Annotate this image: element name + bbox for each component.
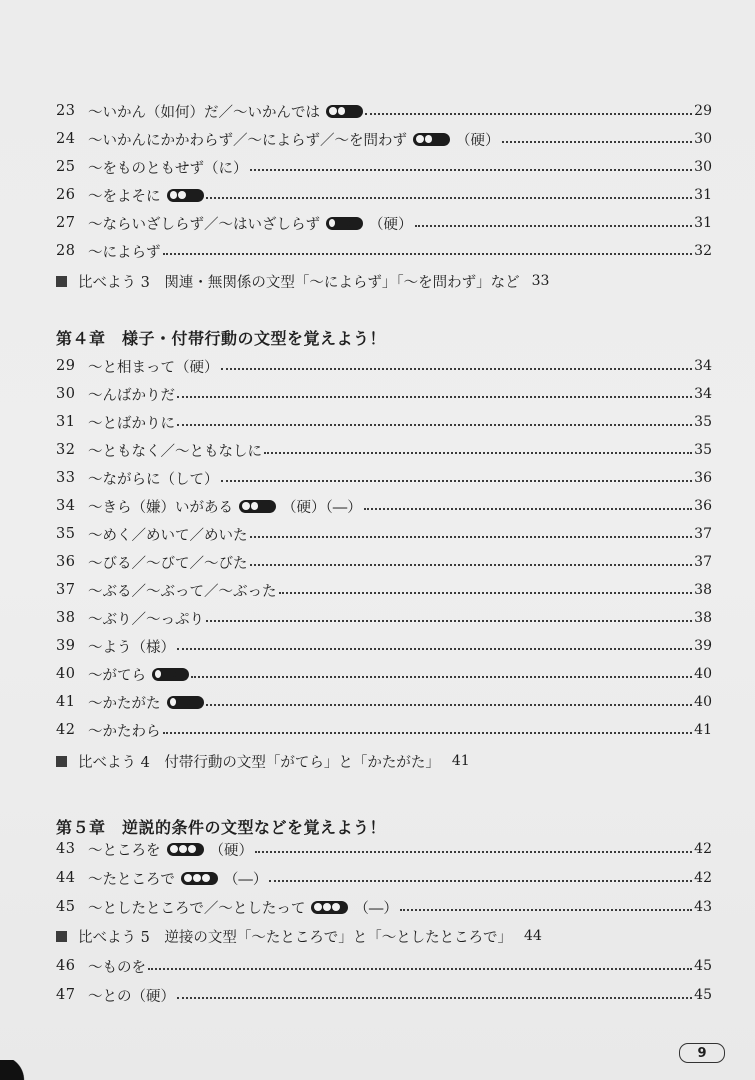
toc-entry-41 xyxy=(56,690,712,714)
entry-note: （硬）（―） xyxy=(282,499,362,516)
entry-title: ～をものともせず（に） xyxy=(88,160,248,177)
entry-page: 30 xyxy=(694,131,712,147)
entry-page: 31 xyxy=(694,187,712,203)
page-number: 9 xyxy=(679,1043,725,1063)
square-bullet-icon xyxy=(56,931,67,942)
leader-dots xyxy=(148,954,692,970)
entry-title: ～ながらに（して） xyxy=(88,471,219,488)
leader-dots xyxy=(163,239,693,255)
entry-number: 30 xyxy=(56,386,76,402)
entry-number: 46 xyxy=(56,958,76,974)
toc-entry-38 xyxy=(56,606,712,630)
entry-title: ～んばかりだ xyxy=(88,387,175,404)
entry-title: ～いかんにかかわらず／～によらず／～を問わず xyxy=(88,132,407,149)
leader-dots xyxy=(206,690,693,706)
level-badge-icon xyxy=(167,189,204,202)
entry-page: 38 xyxy=(694,582,712,598)
entry-number: 31 xyxy=(56,414,76,430)
entry-number: 40 xyxy=(56,666,76,682)
toc-entry-29 xyxy=(56,354,712,378)
leader-dots xyxy=(177,983,692,999)
toc-entry-34 xyxy=(56,494,712,518)
entry-number: 36 xyxy=(56,554,76,570)
entry-title: ～としたところで／～としたって xyxy=(88,900,306,917)
entry-number: 35 xyxy=(56,526,76,542)
entry-number: 28 xyxy=(56,243,76,259)
entry-page: 42 xyxy=(694,841,712,857)
entry-title: ～との（硬） xyxy=(88,988,175,1005)
entry-page: 41 xyxy=(694,722,712,738)
toc-entry-33 xyxy=(56,466,712,490)
toc-entry-28 xyxy=(56,239,712,263)
toc-entry-47 xyxy=(56,983,712,1007)
toc-entry-23 xyxy=(56,99,712,123)
entry-page: 45 xyxy=(694,987,712,1003)
leader-dots xyxy=(255,837,692,853)
entry-number: 32 xyxy=(56,442,76,458)
entry-number: 33 xyxy=(56,470,76,486)
entry-title: ～ぶる／～ぶって／～ぶった xyxy=(88,583,277,600)
level-badge-icon xyxy=(326,105,363,118)
entry-title: ～ぶり／～っぷり xyxy=(88,611,204,628)
compare-section-3 xyxy=(56,269,712,293)
entry-number: 47 xyxy=(56,987,76,1003)
entry-page: 34 xyxy=(694,358,712,374)
square-bullet-icon xyxy=(56,756,67,767)
compare-title: 比べよう 4 付帯行動の文型「がてら」と「かたがた」 xyxy=(78,754,440,771)
leader-dots xyxy=(279,578,693,594)
leader-dots xyxy=(221,354,693,370)
entry-number: 37 xyxy=(56,582,76,598)
entry-title: ～たところで xyxy=(88,871,175,888)
entry-title: ～かたがた xyxy=(88,695,161,712)
entry-title: ～によらず xyxy=(88,244,161,261)
toc-entry-46 xyxy=(56,954,712,978)
entry-number: 39 xyxy=(56,638,76,654)
entry-page: 30 xyxy=(694,159,712,175)
entry-page: 39 xyxy=(694,638,712,654)
leader-dots xyxy=(206,183,693,199)
chapter-4-heading: 第４章 様子・付帯行動の文型を覚えよう！ xyxy=(56,329,387,348)
toc-entry-27 xyxy=(56,211,712,235)
leader-dots xyxy=(364,494,692,510)
entry-page: 29 xyxy=(694,103,712,119)
entry-number: 45 xyxy=(56,899,76,915)
leader-dots xyxy=(177,382,692,398)
entry-page: 38 xyxy=(694,610,712,626)
entry-title: ～と相まって（硬） xyxy=(88,359,219,376)
toc-entry-43 xyxy=(56,837,712,861)
toc-entry-25 xyxy=(56,155,712,179)
entry-page: 45 xyxy=(694,958,712,974)
square-bullet-icon xyxy=(56,276,67,287)
leader-dots xyxy=(177,410,692,426)
leader-dots xyxy=(177,634,692,650)
leader-dots xyxy=(250,155,693,171)
entry-number: 23 xyxy=(56,103,76,119)
level-badge-icon xyxy=(413,133,450,146)
level-badge-icon xyxy=(311,901,348,914)
leader-dots xyxy=(163,718,693,734)
compare-section-5 xyxy=(56,924,712,948)
level-badge-icon xyxy=(167,843,204,856)
compare-title: 比べよう 5 逆接の文型「～たところで」と「～としたところで」 xyxy=(78,929,513,946)
entry-number: 24 xyxy=(56,131,76,147)
toc-entry-30 xyxy=(56,382,712,406)
toc-entry-45 xyxy=(56,895,712,919)
leader-dots xyxy=(191,662,692,678)
entry-number: 42 xyxy=(56,722,76,738)
entry-page: 37 xyxy=(694,554,712,570)
entry-note: （硬） xyxy=(456,132,500,149)
entry-number: 38 xyxy=(56,610,76,626)
leader-dots xyxy=(221,466,693,482)
entry-number: 26 xyxy=(56,187,76,203)
entry-title: ～ともなく／～ともなしに xyxy=(88,443,262,460)
entry-number: 34 xyxy=(56,498,76,514)
level-badge-icon xyxy=(167,696,204,709)
leader-dots xyxy=(415,211,693,227)
leader-dots xyxy=(206,606,692,622)
entry-page: 35 xyxy=(694,442,712,458)
leader-dots xyxy=(502,127,693,143)
toc-entry-26 xyxy=(56,183,712,207)
entry-title: ～めく／めいて／めいた xyxy=(88,527,248,544)
chapter-5-heading: 第５章 逆説的条件の文型などを覚えよう！ xyxy=(56,818,387,837)
toc-entry-32 xyxy=(56,438,712,462)
entry-page: 35 xyxy=(694,414,712,430)
toc-entry-24 xyxy=(56,127,712,151)
entry-number: 43 xyxy=(56,841,76,857)
entry-number: 25 xyxy=(56,159,76,175)
leader-dots xyxy=(400,895,692,911)
entry-note: （―） xyxy=(354,900,398,917)
compare-title: 比べよう 3 関連・無関係の文型「～によらず」「～を問わず」など xyxy=(78,274,520,291)
toc-entry-39 xyxy=(56,634,712,658)
entry-title: ～よう（様） xyxy=(88,639,175,656)
entry-note: （―） xyxy=(223,871,268,888)
entry-page: 40 xyxy=(694,666,712,682)
entry-title: ～いかん（如何）だ／～いかんでは xyxy=(88,104,320,121)
toc-entry-36 xyxy=(56,550,712,574)
entry-title: ～とばかりに xyxy=(88,415,175,432)
toc-entry-31 xyxy=(56,410,712,434)
entry-number: 44 xyxy=(56,870,76,886)
level-badge-icon xyxy=(181,872,218,885)
leader-dots xyxy=(250,522,693,538)
compare-page: 33 xyxy=(531,273,550,289)
entry-page: 34 xyxy=(694,386,712,402)
entry-page: 32 xyxy=(694,243,712,259)
entry-page: 36 xyxy=(694,498,712,514)
leader-dots xyxy=(365,99,692,115)
entry-note: （硬） xyxy=(369,216,413,233)
entry-page: 40 xyxy=(694,694,712,710)
toc-entry-42 xyxy=(56,718,712,742)
level-badge-icon xyxy=(326,217,363,230)
entry-number: 41 xyxy=(56,694,76,710)
entry-note: （硬） xyxy=(209,842,253,859)
entry-title: ～びる／～びて／～びた xyxy=(88,555,248,572)
page-corner-shadow xyxy=(0,1060,34,1080)
entry-title: ～ところを xyxy=(88,842,161,859)
entry-title: ～ならいざしらず／～はいざしらず xyxy=(88,216,320,233)
entry-title: ～がてら xyxy=(88,667,146,684)
entry-title: ～きら（嫌）いがある xyxy=(88,499,233,516)
entry-title: ～ものを xyxy=(88,959,146,976)
level-badge-icon xyxy=(152,668,189,681)
toc-entry-40 xyxy=(56,662,712,686)
entry-title: ～をよそに xyxy=(88,188,161,205)
toc-entry-35 xyxy=(56,522,712,546)
compare-page: 44 xyxy=(524,928,542,944)
toc-entry-44 xyxy=(56,866,712,890)
leader-dots xyxy=(250,550,693,566)
entry-number: 29 xyxy=(56,358,76,374)
entry-number: 27 xyxy=(56,215,76,231)
compare-page: 41 xyxy=(451,753,470,769)
entry-title: ～かたわら xyxy=(88,723,161,740)
entry-page: 36 xyxy=(694,470,712,486)
entry-page: 43 xyxy=(694,899,712,915)
level-badge-icon xyxy=(239,500,276,513)
entry-page: 42 xyxy=(694,870,712,886)
leader-dots xyxy=(269,866,692,882)
toc-entry-37 xyxy=(56,578,712,602)
compare-section-4 xyxy=(56,749,712,773)
leader-dots xyxy=(264,438,692,454)
entry-page: 31 xyxy=(694,215,712,231)
entry-page: 37 xyxy=(694,526,712,542)
